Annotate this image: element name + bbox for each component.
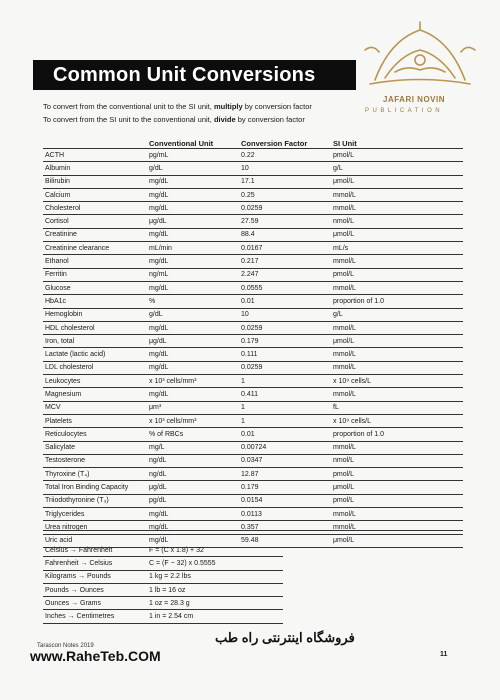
cell-si-unit: pmol/L bbox=[331, 468, 463, 481]
cell-conventional-unit: % of RBCs bbox=[147, 428, 239, 441]
cell-analyte: Reticulocytes bbox=[43, 428, 147, 441]
cell-si-unit: μmol/L bbox=[331, 228, 463, 241]
cell-conventional-unit: mg/dL bbox=[147, 281, 239, 294]
table-row bbox=[43, 454, 463, 467]
conversion-name: Pounds → Ounces bbox=[43, 583, 147, 596]
cell-analyte: Glucose bbox=[43, 281, 147, 294]
cell-conversion-factor: 1 bbox=[239, 375, 331, 388]
table-row bbox=[43, 348, 463, 361]
table-row bbox=[43, 388, 463, 401]
table-row bbox=[43, 228, 463, 241]
cell-analyte: Ferritin bbox=[43, 268, 147, 281]
conversion-name: Fahrenheit → Celsius bbox=[43, 557, 147, 570]
cell-analyte: Lactate (lactic acid) bbox=[43, 348, 147, 361]
cell-analyte: Creatinine clearance bbox=[43, 242, 147, 255]
cell-analyte: Magnesium bbox=[43, 388, 147, 401]
conversion-name: Ounces → Grams bbox=[43, 597, 147, 610]
column-header-conversion-factor: Conversion Factor bbox=[239, 136, 331, 149]
cell-conversion-factor: 0.0259 bbox=[239, 321, 331, 334]
cell-si-unit: mL/s bbox=[331, 242, 463, 255]
column-header-si-unit: SI Unit bbox=[331, 136, 463, 149]
cell-si-unit: x 10⁹ cells/L bbox=[331, 375, 463, 388]
table-row bbox=[43, 268, 463, 281]
cell-analyte: Iron, total bbox=[43, 335, 147, 348]
cell-si-unit: mmol/L bbox=[331, 521, 463, 534]
crown-logo-icon bbox=[355, 20, 485, 95]
cell-si-unit: g/L bbox=[331, 162, 463, 175]
cell-analyte: Platelets bbox=[43, 414, 147, 427]
conversion-row bbox=[43, 544, 283, 557]
page-title: Common Unit Conversions bbox=[53, 63, 316, 86]
cell-si-unit: mmol/L bbox=[331, 202, 463, 215]
cell-si-unit: mmol/L bbox=[331, 348, 463, 361]
cell-conventional-unit: % bbox=[147, 295, 239, 308]
cell-analyte: Ethanol bbox=[43, 255, 147, 268]
conversion-row bbox=[43, 610, 283, 623]
cell-analyte: HbA1c bbox=[43, 295, 147, 308]
table-row bbox=[43, 361, 463, 374]
cell-conversion-factor: 0.01 bbox=[239, 295, 331, 308]
cell-conversion-factor: 0.0113 bbox=[239, 508, 331, 521]
cell-conventional-unit: ng/dL bbox=[147, 468, 239, 481]
cell-analyte: Leukocytes bbox=[43, 375, 147, 388]
cell-si-unit: mmol/L bbox=[331, 388, 463, 401]
intro-line-divide: To convert from the SI unit to the conventional unit, divide by conversion factor bbox=[43, 115, 305, 124]
cell-conventional-unit: mg/dL bbox=[147, 255, 239, 268]
cell-si-unit: pmol/L bbox=[331, 149, 463, 162]
table-row bbox=[43, 428, 463, 441]
cell-conversion-factor: 0.0555 bbox=[239, 281, 331, 294]
cell-si-unit: nmol/L bbox=[331, 215, 463, 228]
intro-line-multiply: To convert from the conventional unit to the SI unit, multiply by conversion factor bbox=[43, 102, 312, 111]
table-row bbox=[43, 188, 463, 201]
table-row bbox=[43, 308, 463, 321]
table-row bbox=[43, 281, 463, 294]
cell-conversion-factor: 27.59 bbox=[239, 215, 331, 228]
other-conversions-body bbox=[43, 544, 283, 623]
cell-si-unit: pmol/L bbox=[331, 268, 463, 281]
watermark-url: www.RaheTeb.COM bbox=[30, 648, 161, 664]
footer-text: Tarascon Notes 2019 bbox=[37, 643, 94, 649]
cell-conversion-factor: 0.111 bbox=[239, 348, 331, 361]
table-row bbox=[43, 494, 463, 507]
cell-conventional-unit: mg/dL bbox=[147, 521, 239, 534]
cell-analyte: Cholesterol bbox=[43, 202, 147, 215]
cell-conventional-unit: x 10³ cells/mm³ bbox=[147, 375, 239, 388]
conversion-formula: 1 in = 2.54 cm bbox=[147, 610, 283, 623]
column-header-conventional-unit: Conventional Unit bbox=[147, 136, 239, 149]
cell-analyte: LDL cholesterol bbox=[43, 361, 147, 374]
cell-si-unit: mmol/L bbox=[331, 441, 463, 454]
cell-conventional-unit: mg/dL bbox=[147, 321, 239, 334]
conversion-formula: 1 oz = 28.3 g bbox=[147, 597, 283, 610]
cell-analyte: Total Iron Binding Capacity bbox=[43, 481, 147, 494]
cell-si-unit: mmol/L bbox=[331, 361, 463, 374]
cell-conversion-factor: 0.22 bbox=[239, 149, 331, 162]
other-conversions-table bbox=[43, 544, 283, 624]
conversion-formula: F = (C x 1.8) + 32 bbox=[147, 544, 283, 557]
cell-conversion-factor: 12.87 bbox=[239, 468, 331, 481]
cell-analyte: HDL cholesterol bbox=[43, 321, 147, 334]
cell-si-unit: pmol/L bbox=[331, 494, 463, 507]
cell-conversion-factor: 0.0259 bbox=[239, 202, 331, 215]
brand-name: JAFARI NOVIN bbox=[383, 95, 446, 104]
cell-conventional-unit: mL/min bbox=[147, 242, 239, 255]
conversion-row bbox=[43, 583, 283, 596]
table-row bbox=[43, 175, 463, 188]
cell-analyte: Testosterone bbox=[43, 454, 147, 467]
cell-analyte: Albumin bbox=[43, 162, 147, 175]
cell-conversion-factor: 0.01 bbox=[239, 428, 331, 441]
cell-analyte: Salicylate bbox=[43, 441, 147, 454]
cell-conversion-factor: 0.179 bbox=[239, 481, 331, 494]
cell-si-unit: μmol/L bbox=[331, 175, 463, 188]
cell-analyte: MCV bbox=[43, 401, 147, 414]
watermark-arabic-text: فروشگاه اینترنتی راه طب bbox=[215, 630, 355, 645]
table-row bbox=[43, 149, 463, 162]
cell-analyte: Bilirubin bbox=[43, 175, 147, 188]
cell-conventional-unit: mg/dL bbox=[147, 348, 239, 361]
cell-conversion-factor: 0.00724 bbox=[239, 441, 331, 454]
table-row bbox=[43, 242, 463, 255]
cell-conventional-unit: mg/dL bbox=[147, 361, 239, 374]
table-row bbox=[43, 162, 463, 175]
conversion-row bbox=[43, 570, 283, 583]
cell-conventional-unit: g/dL bbox=[147, 162, 239, 175]
conversion-row bbox=[43, 597, 283, 610]
cell-conventional-unit: μg/dL bbox=[147, 481, 239, 494]
table-row bbox=[43, 215, 463, 228]
page-number: 11 bbox=[440, 651, 448, 658]
table-row bbox=[43, 335, 463, 348]
publisher-logo bbox=[345, 20, 495, 120]
cell-analyte: Thyroxine (T₄) bbox=[43, 468, 147, 481]
conversion-table-body bbox=[43, 149, 463, 548]
cell-conventional-unit: μm³ bbox=[147, 401, 239, 414]
cell-conversion-factor: 0.357 bbox=[239, 521, 331, 534]
table-row bbox=[43, 468, 463, 481]
table-row bbox=[43, 441, 463, 454]
cell-conventional-unit: mg/dL bbox=[147, 188, 239, 201]
cell-conventional-unit: mg/dL bbox=[147, 202, 239, 215]
cell-analyte: Creatinine bbox=[43, 228, 147, 241]
conversion-name: Celsius → Fahrenheit bbox=[43, 544, 147, 557]
cell-si-unit: proportion of 1.0 bbox=[331, 295, 463, 308]
cell-conversion-factor: 0.179 bbox=[239, 335, 331, 348]
cell-si-unit: μmol/L bbox=[331, 481, 463, 494]
cell-si-unit: nmol/L bbox=[331, 454, 463, 467]
title-bar bbox=[33, 60, 356, 90]
cell-si-unit: g/L bbox=[331, 308, 463, 321]
cell-si-unit: μmol/L bbox=[331, 335, 463, 348]
table-header-row bbox=[43, 136, 463, 149]
cell-si-unit: mmol/L bbox=[331, 508, 463, 521]
cell-analyte: Urea nitrogen bbox=[43, 521, 147, 534]
cell-conventional-unit: mg/dL bbox=[147, 388, 239, 401]
cell-conversion-factor: 0.217 bbox=[239, 255, 331, 268]
conversion-row bbox=[43, 557, 283, 570]
cell-conversion-factor: 0.25 bbox=[239, 188, 331, 201]
column-header-analyte bbox=[43, 136, 147, 149]
cell-conventional-unit: μg/dL bbox=[147, 215, 239, 228]
cell-si-unit: mmol/L bbox=[331, 281, 463, 294]
table-row bbox=[43, 481, 463, 494]
table-row bbox=[43, 508, 463, 521]
cell-si-unit: fL bbox=[331, 401, 463, 414]
cell-si-unit: μmol/L bbox=[331, 534, 463, 547]
cell-conventional-unit: mg/dL bbox=[147, 228, 239, 241]
cell-analyte: Hemoglobin bbox=[43, 308, 147, 321]
cell-conventional-unit: pg/mL bbox=[147, 149, 239, 162]
intro-text bbox=[43, 100, 312, 126]
cell-conventional-unit: μg/dL bbox=[147, 335, 239, 348]
cell-conventional-unit: x 10³ cells/mm³ bbox=[147, 414, 239, 427]
cell-conversion-factor: 1 bbox=[239, 414, 331, 427]
cell-conventional-unit: g/dL bbox=[147, 308, 239, 321]
cell-analyte: ACTH bbox=[43, 149, 147, 162]
cell-analyte: Triglycerides bbox=[43, 508, 147, 521]
table-row bbox=[43, 295, 463, 308]
cell-conversion-factor: 0.411 bbox=[239, 388, 331, 401]
cell-conversion-factor: 59.48 bbox=[239, 534, 331, 547]
cell-analyte: Cortisol bbox=[43, 215, 147, 228]
table-row bbox=[43, 521, 463, 534]
cell-conversion-factor: 0.0259 bbox=[239, 361, 331, 374]
cell-si-unit: mmol/L bbox=[331, 321, 463, 334]
conversion-formula: C = (F − 32) x 0.5555 bbox=[147, 557, 283, 570]
cell-conversion-factor: 1 bbox=[239, 401, 331, 414]
cell-si-unit: proportion of 1.0 bbox=[331, 428, 463, 441]
cell-conventional-unit: mg/L bbox=[147, 441, 239, 454]
cell-conversion-factor: 2.247 bbox=[239, 268, 331, 281]
table-row bbox=[43, 202, 463, 215]
conversion-formula: 1 lb = 16 oz bbox=[147, 583, 283, 596]
table-row bbox=[43, 414, 463, 427]
cell-conventional-unit: mg/dL bbox=[147, 508, 239, 521]
cell-si-unit: x 10⁹ cells/L bbox=[331, 414, 463, 427]
cell-conversion-factor: 10 bbox=[239, 162, 331, 175]
section-divider bbox=[43, 530, 463, 531]
cell-conventional-unit: pg/dL bbox=[147, 494, 239, 507]
cell-conversion-factor: 10 bbox=[239, 308, 331, 321]
cell-conventional-unit: ng/mL bbox=[147, 268, 239, 281]
cell-analyte: Triiodothyronine (T₃) bbox=[43, 494, 147, 507]
table-row bbox=[43, 375, 463, 388]
conversion-name: Kilograms → Pounds bbox=[43, 570, 147, 583]
cell-conversion-factor: 0.0347 bbox=[239, 454, 331, 467]
table-row bbox=[43, 321, 463, 334]
table-row bbox=[43, 255, 463, 268]
table-row bbox=[43, 401, 463, 414]
cell-si-unit: mmol/L bbox=[331, 255, 463, 268]
cell-conventional-unit: mg/dL bbox=[147, 175, 239, 188]
conversion-name: Inches → Centimetres bbox=[43, 610, 147, 623]
cell-conversion-factor: 0.0154 bbox=[239, 494, 331, 507]
cell-analyte: Calcium bbox=[43, 188, 147, 201]
conversion-table bbox=[43, 136, 463, 548]
cell-conversion-factor: 88.4 bbox=[239, 228, 331, 241]
cell-conversion-factor: 17.1 bbox=[239, 175, 331, 188]
cell-conversion-factor: 0.0167 bbox=[239, 242, 331, 255]
cell-si-unit: mmol/L bbox=[331, 188, 463, 201]
cell-conventional-unit: mg/dL bbox=[147, 534, 239, 547]
brand-subtitle: PUBLICATION bbox=[365, 108, 444, 114]
cell-analyte: Uric acid bbox=[43, 534, 147, 547]
conversion-formula: 1 kg = 2.2 lbs bbox=[147, 570, 283, 583]
cell-conventional-unit: ng/dL bbox=[147, 454, 239, 467]
